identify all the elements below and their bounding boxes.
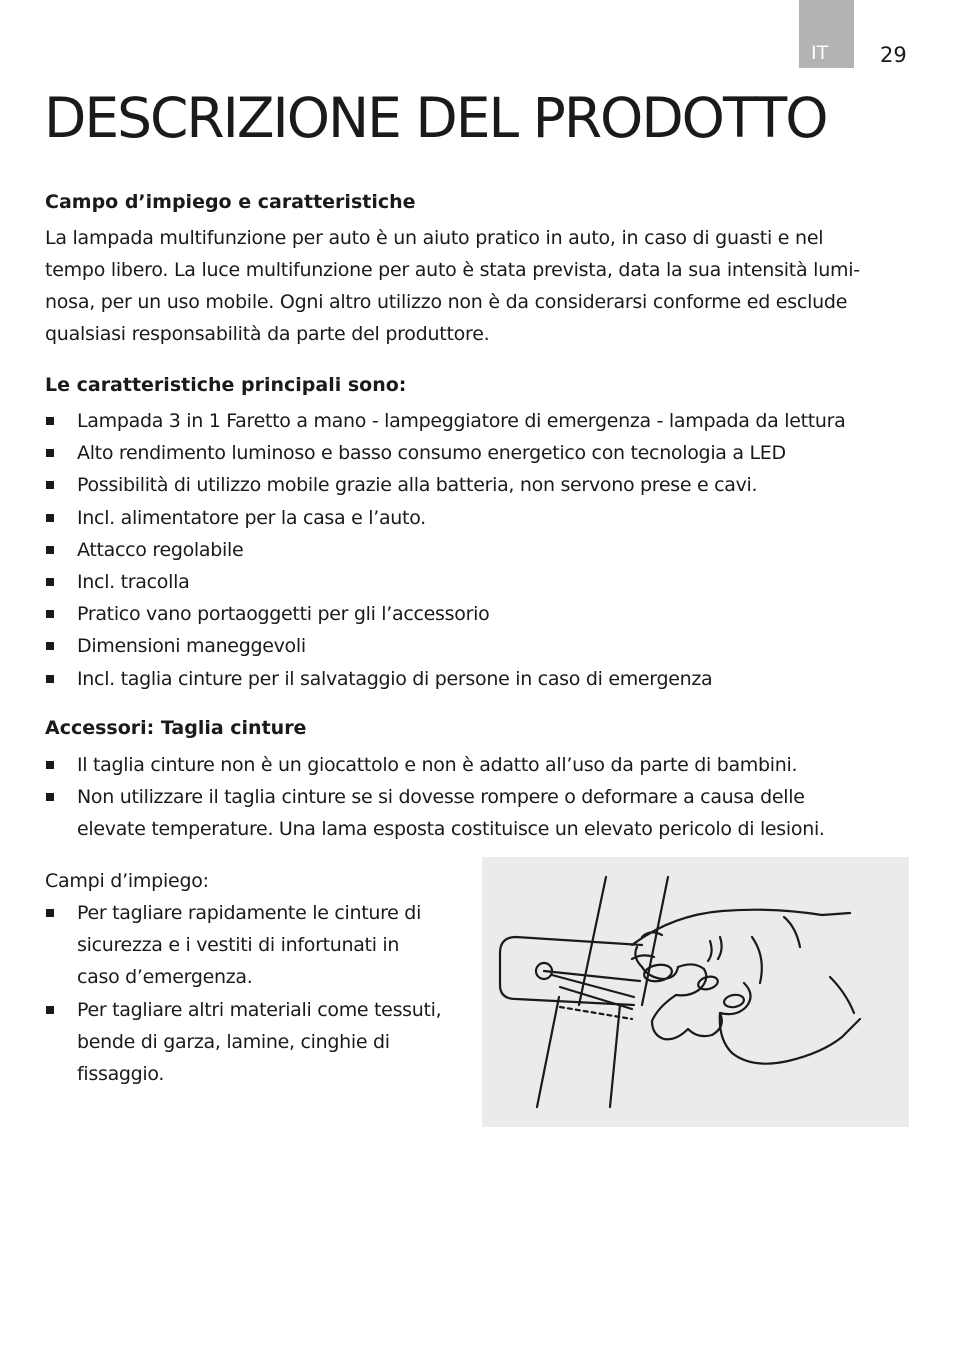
list-item-text: Incl. taglia cinture per il salvataggio di persone in caso di emergenza xyxy=(77,667,713,690)
list-item xyxy=(45,566,846,598)
list-item xyxy=(45,749,825,781)
list-item-text: bende di garza, lamine, cinghie di xyxy=(77,1030,390,1053)
page-title: DESCRIZIONE DEL PRODOTTO xyxy=(44,86,827,150)
bullet-square-icon xyxy=(46,546,54,554)
bullet-square-icon xyxy=(46,642,54,650)
language-tab-label: IT xyxy=(811,42,829,64)
list-item-text: Non utilizzare il taglia cinture se si dovesse rompere o deformare a causa delle xyxy=(77,786,805,809)
list-item xyxy=(45,534,846,566)
paragraph-line: tempo libero. La luce multifunzione per auto è stata prevista, data la sua intensità lumi- xyxy=(45,259,860,281)
paragraph-line: qualsiasi responsabilità da parte del produttore. xyxy=(45,323,490,345)
bullet-square-icon xyxy=(46,675,54,683)
hand-with-belt-cutter-icon xyxy=(482,857,909,1127)
list-item xyxy=(45,781,825,845)
use-section-paragraph xyxy=(45,222,907,350)
list-item-text: Pratico vano portaoggetti per gli l’accessorio xyxy=(77,603,490,626)
list-item xyxy=(45,630,846,662)
list-item-text: fissaggio. xyxy=(77,1063,165,1086)
list-item-text: sicurezza e i vestiti di infortunati in xyxy=(77,934,400,957)
list-item xyxy=(45,663,846,695)
list-item-text: Incl. alimentatore per la casa e l’auto. xyxy=(77,506,426,529)
belt-cutter-illustration xyxy=(482,857,909,1127)
list-item-text: elevate temperature. Una lama esposta costituisce un elevato pericolo di lesioni. xyxy=(77,818,825,841)
list-item xyxy=(45,405,846,437)
list-item xyxy=(45,598,846,630)
list-item xyxy=(45,994,441,1091)
page-number: 29 xyxy=(880,43,907,67)
bullet-square-icon xyxy=(46,514,54,522)
bullet-square-icon xyxy=(46,1006,54,1014)
list-item-text: Possibilità di utilizzo mobile grazie alla batteria, non servono prese e cavi. xyxy=(77,474,758,497)
bullet-square-icon xyxy=(46,793,54,801)
applications-list xyxy=(45,897,441,1090)
list-item-text: caso d’emergenza. xyxy=(77,966,253,989)
list-item xyxy=(45,437,846,469)
accessories-list xyxy=(45,749,825,846)
bullet-square-icon xyxy=(46,610,54,618)
list-item-text: Attacco regolabile xyxy=(77,538,244,561)
list-item xyxy=(45,469,846,501)
paragraph-line: nosa, per un uso mobile. Ogni altro utilizzo non è da considerarsi conforme ed esclude xyxy=(45,291,848,313)
accessories-section-heading: Accessori: Taglia cinture xyxy=(45,717,307,739)
list-item-text: Dimensioni maneggevoli xyxy=(77,635,306,658)
list-item xyxy=(45,502,846,534)
list-item-text: Alto rendimento luminoso e basso consumo energetico con tecnologia a LED xyxy=(77,442,786,465)
list-item-text: Per tagliare rapidamente le cinture di xyxy=(77,902,422,924)
list-item-text: Per tagliare altri materiali come tessuti, xyxy=(77,998,442,1021)
features-list xyxy=(45,405,846,695)
use-section-heading: Campo d’impiego e caratteristiche xyxy=(45,191,416,213)
list-item-text: Il taglia cinture non è un giocattolo e non è adatto all’uso da parte di bambini. xyxy=(77,754,798,776)
applications-intro: Campi d’impiego: xyxy=(45,870,209,892)
bullet-square-icon xyxy=(46,481,54,489)
bullet-square-icon xyxy=(46,449,54,457)
bullet-square-icon xyxy=(46,909,54,917)
list-item xyxy=(45,897,441,994)
bullet-square-icon xyxy=(46,761,54,769)
paragraph-line: La lampada multifunzione per auto è un aiuto pratico in auto, in caso di guasti e nel xyxy=(45,227,824,249)
language-tab xyxy=(799,0,854,68)
bullet-square-icon xyxy=(46,417,54,425)
features-section-heading: Le caratteristiche principali sono: xyxy=(45,374,407,396)
list-item-text: Lampada 3 in 1 Faretto a mano - lampeggiatore di emergenza - lampada da lettura xyxy=(77,410,846,432)
bullet-square-icon xyxy=(46,578,54,586)
list-item-text: Incl. tracolla xyxy=(77,571,190,594)
